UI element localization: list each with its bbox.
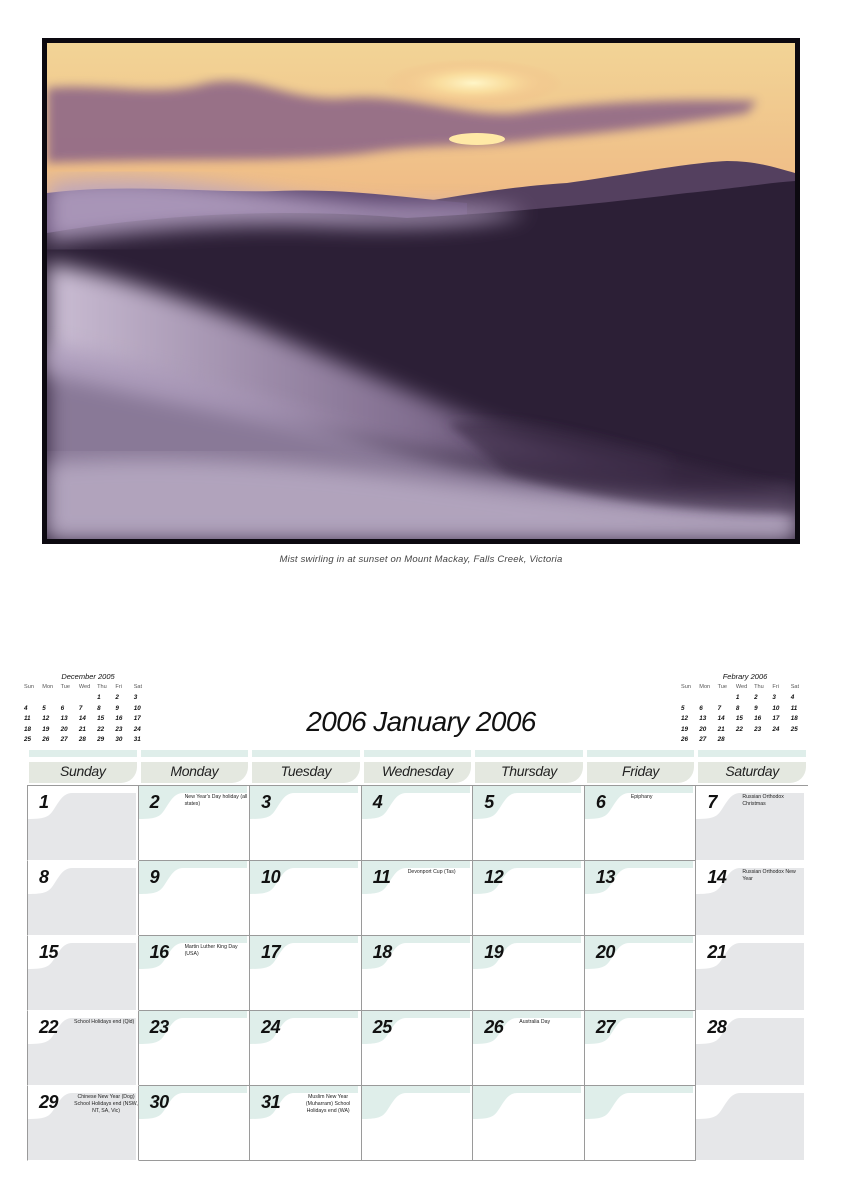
- weekday-header-monday: [139, 750, 251, 785]
- day-cell[interactable]: [250, 1011, 362, 1086]
- day-number: 18: [372, 942, 392, 962]
- weekday-label: Thursday: [501, 763, 558, 779]
- day-cell[interactable]: [139, 861, 251, 936]
- day-cell[interactable]: [473, 936, 585, 1011]
- day-number: 26: [484, 1017, 504, 1037]
- day-cell[interactable]: [362, 936, 474, 1011]
- mini-calendar-title: December 2005: [61, 672, 115, 681]
- mini-date: 30: [115, 736, 123, 744]
- mini-weekday-label: Fri: [772, 684, 779, 690]
- week-row: [27, 861, 808, 936]
- header-accent-bar: [29, 750, 137, 757]
- day-cell[interactable]: [139, 1011, 251, 1086]
- mini-date: [681, 694, 699, 704]
- mini-date: 20: [60, 725, 68, 733]
- day-number: 29: [39, 1092, 59, 1112]
- mini-weekday-label: Mon: [42, 684, 54, 690]
- mini-date: [24, 694, 42, 704]
- day-cell[interactable]: [473, 1011, 585, 1086]
- day-number: 22: [39, 1017, 59, 1037]
- mini-date: 8: [97, 704, 101, 712]
- day-number: 11: [372, 867, 391, 887]
- day-cell[interactable]: [362, 1011, 474, 1086]
- day-number: 27: [595, 1017, 615, 1037]
- header-accent-bar: [698, 750, 806, 757]
- mini-date: 10: [772, 704, 780, 712]
- day-cell[interactable]: [585, 936, 697, 1011]
- day-cell[interactable]: [585, 1086, 697, 1161]
- mini-date: 26: [681, 736, 689, 744]
- mini-date: 4: [24, 704, 28, 712]
- weekday-header-saturday: [696, 750, 808, 785]
- mini-date: 8: [735, 704, 740, 712]
- header-accent-bar: [364, 750, 472, 757]
- day-cell[interactable]: [250, 936, 362, 1011]
- mini-date: [79, 694, 97, 704]
- day-cell[interactable]: [696, 936, 808, 1011]
- day-number: 9: [149, 867, 160, 887]
- month-calendar-grid: [27, 750, 808, 1161]
- day-number: 19: [484, 942, 504, 962]
- event-note: Chinese New Year (Dog) School Holidays end (NSW, NT, SA, Vic): [74, 1094, 138, 1114]
- mini-weekday-label: Mon: [699, 684, 711, 690]
- day-cell[interactable]: [139, 1086, 251, 1161]
- mini-date: 20: [699, 725, 707, 733]
- week-row: [27, 936, 808, 1011]
- mini-weekday-label: Wed: [735, 684, 748, 690]
- photo-caption: Mist swirling in at sunset on Mount Mackay, Falls Creek, Victoria: [279, 554, 563, 565]
- mini-date: 12: [42, 715, 50, 723]
- event-note: Epiphany: [630, 794, 653, 800]
- mini-weekday-label: Thu: [97, 684, 107, 690]
- day-cell[interactable]: [362, 1086, 474, 1161]
- mini-date: 3: [133, 694, 138, 701]
- mini-date: 26: [42, 736, 50, 744]
- mini-date: 17: [772, 715, 780, 723]
- event-note: Devonport Cup (Tas): [407, 869, 456, 875]
- mini-weekday-label: Sat: [133, 684, 143, 690]
- mini-date: 2: [754, 694, 758, 701]
- mini-date: 12: [681, 715, 689, 723]
- event-note: Russian Orthodox Christmas: [742, 794, 784, 807]
- day-cell[interactable]: [27, 786, 139, 861]
- mini-date: 18: [790, 715, 798, 723]
- mini-date: 21: [717, 725, 725, 733]
- weekday-header-wednesday: [362, 750, 474, 785]
- day-number: 16: [149, 942, 169, 962]
- mini-weekday-label: Tue: [60, 684, 70, 690]
- day-number: 15: [39, 942, 59, 962]
- day-background: [696, 1086, 807, 1161]
- mini-date: 4: [790, 694, 795, 701]
- mini-date: 7: [717, 704, 722, 712]
- day-tab: [362, 1086, 473, 1161]
- weekday-header-sunday: [27, 750, 139, 785]
- event-note: New Year's Day holiday (all states): [184, 794, 248, 807]
- weekday-header-row: [27, 750, 808, 785]
- day-cell[interactable]: [27, 1011, 139, 1086]
- landscape-photo: [47, 43, 795, 539]
- day-cell[interactable]: [27, 861, 139, 936]
- mini-weekday-label: Thu: [754, 684, 764, 690]
- mini-date: 19: [681, 725, 689, 733]
- mini-date: 14: [78, 715, 86, 723]
- mini-date: 5: [42, 704, 46, 712]
- day-number: 10: [261, 867, 281, 887]
- mini-date: 6: [60, 704, 65, 712]
- day-cell[interactable]: [585, 786, 697, 861]
- weekday-header-thursday: [473, 750, 585, 785]
- event-note: School Holidays end (Qld): [74, 1019, 135, 1025]
- day-cell[interactable]: [362, 861, 474, 936]
- mini-date: 10: [133, 704, 141, 712]
- event-note: Muslim New Year (Muharram) School Holidays end (WA): [305, 1094, 351, 1114]
- mini-date: 9: [754, 704, 758, 712]
- day-cell[interactable]: [362, 786, 474, 861]
- day-number: 24: [261, 1017, 281, 1037]
- mini-date: 1: [97, 694, 101, 701]
- weekday-header-tuesday: [250, 750, 362, 785]
- mini-weekday-label: Sun: [24, 684, 34, 690]
- mini-date: 9: [115, 704, 119, 712]
- mini-date: 22: [735, 725, 743, 733]
- day-cell[interactable]: [139, 786, 251, 861]
- mini-calendar-title: Febrary 2006: [722, 672, 768, 681]
- day-tab: [473, 1086, 584, 1161]
- day-cell[interactable]: [27, 936, 139, 1011]
- day-tab: [585, 1086, 696, 1161]
- week-row: [27, 1011, 808, 1086]
- mini-date: 5: [681, 704, 685, 712]
- event-note: Martin Luther King Day (USA): [184, 944, 238, 957]
- mini-weekday-label: Tue: [717, 684, 727, 690]
- mini-weekday-label: Sat: [790, 684, 800, 690]
- weekday-header-friday: [585, 750, 697, 785]
- mini-date: 24: [133, 725, 141, 733]
- day-number: 3: [261, 792, 271, 812]
- mini-date: 11: [790, 704, 798, 712]
- mini-date: 13: [60, 715, 68, 723]
- day-cell[interactable]: [696, 861, 808, 936]
- day-number: 5: [484, 792, 494, 812]
- mini-date: [42, 694, 60, 704]
- day-number: 14: [707, 867, 727, 887]
- week-row: [27, 1086, 808, 1161]
- event-note: Australia Day: [519, 1019, 551, 1025]
- mini-date: 13: [699, 715, 707, 723]
- mini-date: 25: [790, 725, 798, 733]
- day-cell[interactable]: [585, 1011, 697, 1086]
- day-cell[interactable]: [473, 1086, 585, 1161]
- mini-date: 16: [115, 715, 123, 723]
- mini-date: [718, 694, 736, 704]
- day-number: 1: [39, 792, 49, 812]
- day-number: 31: [261, 1092, 281, 1112]
- weekday-label: Saturday: [725, 763, 779, 779]
- mini-date: 25: [24, 736, 32, 744]
- day-number: 21: [707, 942, 727, 962]
- day-number: 2: [149, 792, 160, 812]
- mini-date: 27: [60, 736, 68, 744]
- mini-date: [61, 694, 79, 704]
- mini-date: 3: [772, 694, 776, 701]
- day-cell[interactable]: [473, 861, 585, 936]
- photo-frame: [42, 38, 800, 544]
- mini-weekday-label: Fri: [115, 684, 122, 690]
- day-number: 17: [261, 942, 281, 962]
- calendar-weeks: [27, 785, 808, 1161]
- day-cell[interactable]: [696, 1086, 808, 1161]
- event-note: Russian Orthodox New Year: [742, 869, 796, 882]
- mini-date: 17: [133, 715, 141, 723]
- day-number: 4: [372, 792, 383, 812]
- mini-date: 14: [717, 715, 725, 723]
- header-accent-bar: [141, 750, 249, 757]
- mini-date: 28: [78, 736, 86, 744]
- mini-date: 22: [97, 725, 105, 733]
- day-cell[interactable]: [696, 1011, 808, 1086]
- month-title: 2006 January 2006: [306, 706, 536, 737]
- mini-date: 23: [754, 725, 762, 733]
- day-cell[interactable]: [585, 861, 697, 936]
- mini-date: 24: [772, 725, 780, 733]
- weekday-label: Tuesday: [280, 763, 332, 779]
- mini-date: [699, 694, 717, 704]
- day-number: 25: [372, 1017, 392, 1037]
- mini-date: 6: [699, 704, 703, 712]
- day-number: 6: [595, 792, 606, 812]
- day-cell[interactable]: [473, 786, 585, 861]
- mini-weekday-label: Wed: [78, 684, 91, 690]
- mini-weekday-label: Sun: [681, 684, 691, 690]
- day-cell[interactable]: [250, 786, 362, 861]
- day-cell[interactable]: [250, 861, 362, 936]
- mini-date: 18: [24, 725, 32, 733]
- day-cell[interactable]: [27, 1086, 139, 1161]
- mini-date: 7: [78, 704, 83, 712]
- mini-date: 21: [78, 725, 86, 733]
- day-number: 7: [707, 792, 717, 812]
- day-number: 20: [595, 942, 615, 962]
- header-accent-bar: [587, 750, 695, 757]
- weekday-label: Sunday: [59, 763, 106, 779]
- weekday-label: Friday: [622, 763, 660, 779]
- mini-date: 23: [115, 725, 123, 733]
- mini-date: 27: [699, 736, 707, 744]
- mini-date: 11: [24, 715, 31, 723]
- mini-date: 16: [754, 715, 762, 723]
- day-number: 13: [595, 867, 615, 887]
- week-row: [27, 785, 808, 861]
- mini-date: 28: [717, 736, 725, 744]
- mini-date: 15: [735, 715, 743, 723]
- day-number: 30: [149, 1092, 169, 1112]
- day-cell[interactable]: [250, 1086, 362, 1161]
- mini-date: 31: [133, 736, 141, 744]
- header-accent-bar: [475, 750, 583, 757]
- day-number: 28: [707, 1017, 727, 1037]
- day-number: 23: [149, 1017, 169, 1037]
- mini-date: 1: [735, 694, 740, 701]
- mini-date: 19: [42, 725, 50, 733]
- mini-date: 29: [97, 736, 105, 744]
- day-cell[interactable]: [139, 936, 251, 1011]
- mini-date: 15: [97, 715, 105, 723]
- weekday-label: Wednesday: [381, 763, 453, 779]
- day-number: 8: [39, 867, 49, 887]
- day-cell[interactable]: [696, 786, 808, 861]
- header-accent-bar: [252, 750, 360, 757]
- day-number: 12: [484, 867, 504, 887]
- weekday-label: Monday: [170, 763, 219, 779]
- mini-date: 2: [115, 694, 119, 701]
